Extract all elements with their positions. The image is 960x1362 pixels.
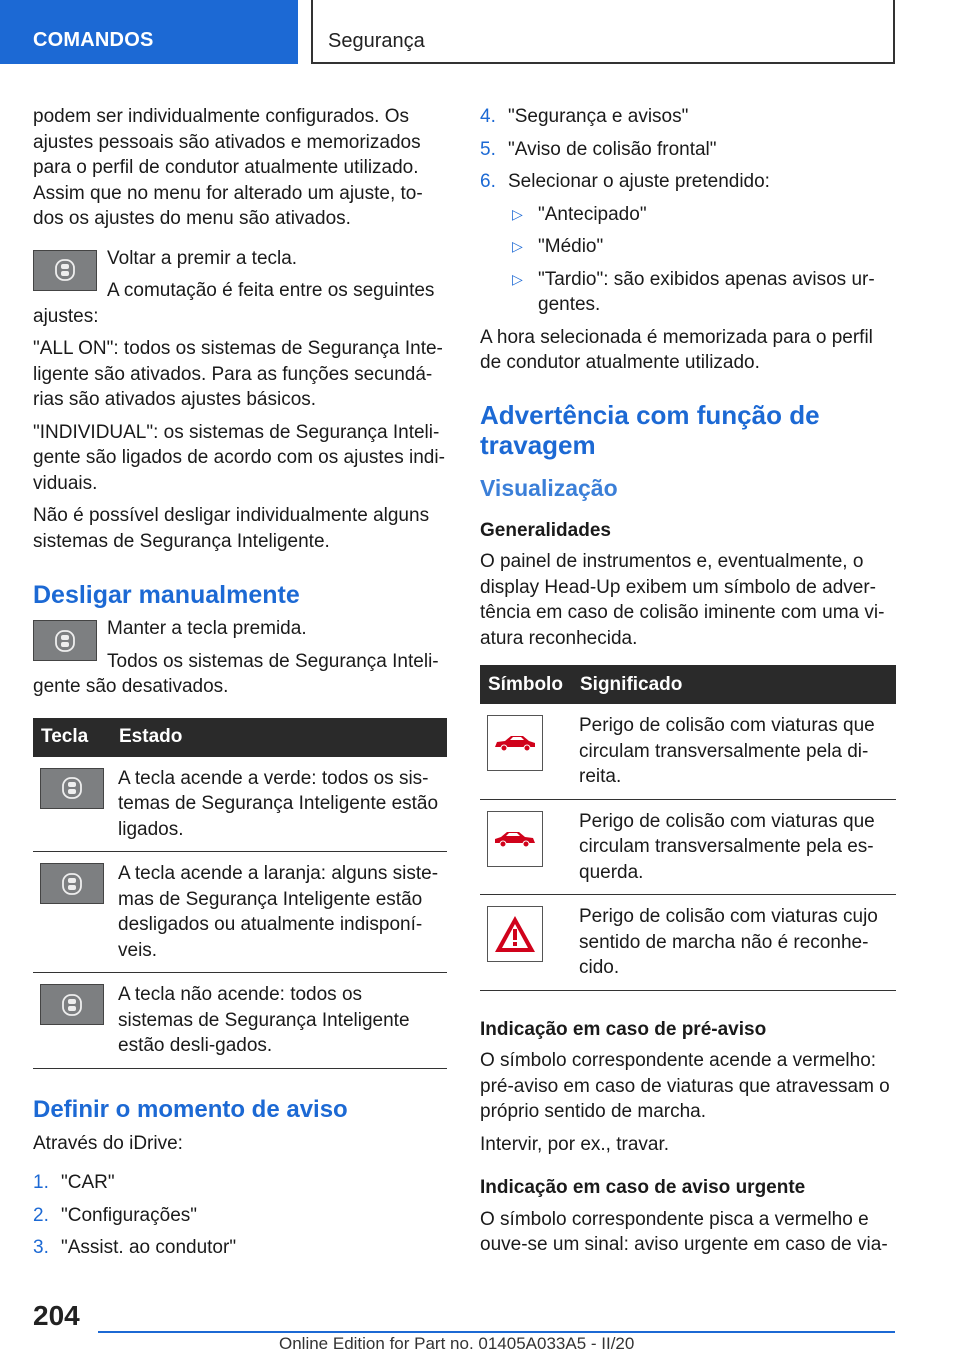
- subsection-heading: Visualização: [480, 474, 618, 501]
- table-cell: Perigo de colisão com viaturas que circulam transversalmente pela di-reita.: [572, 704, 896, 799]
- chapter-title: Segurança: [328, 30, 425, 52]
- page-number: 204: [33, 1300, 80, 1331]
- table-header: Símbolo: [480, 665, 572, 704]
- option-list: [508, 202, 896, 318]
- footer-divider: [98, 1331, 895, 1333]
- table-header: Significado: [572, 665, 896, 704]
- subsubsection-heading: Generalidades: [480, 519, 611, 541]
- table-cell: Perigo de colisão com viaturas cujo sentido de marcha não é reconhe-cido.: [572, 895, 896, 991]
- list-item: 2. "Configurações": [33, 1204, 198, 1226]
- key-line: Manter a tecla premida.: [107, 618, 307, 639]
- list-item: 1. "CAR": [33, 1172, 115, 1193]
- table-cell: Perigo de colisão com viaturas que circulam transversalmente pela es-querda.: [572, 799, 896, 895]
- edition-note: Online Edition for Part no. 01405A033A5 - II/20: [279, 1334, 635, 1353]
- section-heading: Definir o momento de aviso: [33, 1095, 348, 1123]
- paragraph: O painel de instrumentos e, eventualmente, o display Head-Up exibem um símbolo de adver-tência em caso de colisão iminente com uma vi-atura reconhecida.: [480, 551, 885, 649]
- paragraph: "INDIVIDUAL": os sistemas de Segurança Inteli-gente são ligados de acordo com os ajustes indi-viduais.: [33, 421, 445, 494]
- key-line: A comutação é feita entre os seguintes ajustes:: [33, 280, 435, 327]
- paragraph: podem ser individualmente configurados. Os ajustes pessoais são ativados e memorizados para o perfil de condutor atualmente utilizado. Assim que no menu for alterado um ajuste, to-dos os ajustes do menu são ativados.: [33, 106, 423, 229]
- table-row: [33, 973, 447, 1069]
- section-label: COMANDOS: [33, 29, 154, 51]
- list-item: ▷ "Tardio": são exibidos apenas avisos ur-gentes.: [512, 268, 875, 315]
- table-row: [33, 852, 447, 973]
- safety-button-icon: [40, 863, 104, 904]
- subsubsection-heading: Indicação em caso de aviso urgente: [480, 1177, 806, 1198]
- table-row: [480, 704, 896, 799]
- table-header: Tecla: [33, 718, 111, 757]
- list-item: ▷ "Antecipado": [512, 203, 647, 225]
- paragraph: Intervir, por ex., travar.: [480, 1133, 670, 1155]
- safety-button-icon: [40, 768, 104, 809]
- key-instruction: [33, 246, 447, 330]
- table-row: [480, 799, 896, 895]
- list-item: 5. "Aviso de colisão frontal": [480, 138, 717, 160]
- paragraph: "ALL ON": todos os sistemas de Segurança Inte-ligente são ativados. Para as funções secundá-rias são ativados ajustes básicos.: [33, 338, 443, 410]
- section-heading: Advertência com função de travagem: [480, 399, 820, 460]
- table-row: [480, 895, 896, 991]
- step-list: [33, 1170, 447, 1261]
- list-item: ▷ "Médio": [512, 236, 604, 257]
- key-instruction: [33, 616, 447, 700]
- key-state-table: [33, 718, 447, 1069]
- right-column: [480, 104, 896, 1265]
- paragraph: A hora selecionada é memorizada para o perfil de condutor atualmente utilizado.: [480, 326, 873, 373]
- paragraph: O símbolo correspondente acende a vermelho: pré-aviso em caso de viaturas que atravessam o próprio sentido de marcha.: [480, 1050, 890, 1122]
- paragraph: Não é possível desligar individualmente alguns sistemas de Segurança Inteligente.: [33, 505, 430, 552]
- table-cell: A tecla não acende: todos os sistemas de Segurança Inteligente estão desli-gados.: [111, 973, 447, 1069]
- chapter-header: [311, 0, 895, 64]
- table-header: Estado: [111, 718, 447, 757]
- left-column: [33, 104, 447, 1268]
- car-right-icon: [487, 715, 543, 771]
- car-left-icon: [487, 811, 543, 867]
- paragraph: Através do iDrive:: [33, 1132, 183, 1154]
- list-item: 3. "Assist. ao condutor": [33, 1237, 237, 1258]
- section-heading: Desligar manualmente: [33, 581, 300, 609]
- safety-button-icon: [40, 984, 104, 1025]
- paragraph: O símbolo correspondente pisca a vermelho e ouve-se um sinal: aviso urgente em caso de via-: [480, 1208, 888, 1255]
- safety-button-icon: [33, 250, 97, 291]
- key-line: Todos os sistemas de Segurança Inteli-gente são desativados.: [33, 650, 439, 697]
- list-item: 6. Selecionar o ajuste pretendido:: [480, 171, 770, 192]
- step-list: [480, 104, 896, 195]
- safety-button-icon: [33, 620, 97, 661]
- list-item: 4. "Segurança e avisos": [480, 106, 689, 127]
- subsubsection-heading: Indicação em caso de pré-aviso: [480, 1018, 767, 1040]
- table-row: [33, 757, 447, 852]
- warning-triangle-icon: [487, 906, 543, 962]
- symbol-table: [480, 665, 896, 991]
- key-line: Voltar a premir a tecla.: [107, 247, 298, 269]
- table-cell: A tecla acende a verde: todos os sis-temas de Segurança Inteligente estão ligados.: [111, 757, 447, 852]
- section-tab: [0, 0, 298, 64]
- table-cell: A tecla acende a laranja: alguns siste-mas de Segurança Inteligente estão desligados ou atualmente indisponí-veis.: [111, 852, 447, 973]
